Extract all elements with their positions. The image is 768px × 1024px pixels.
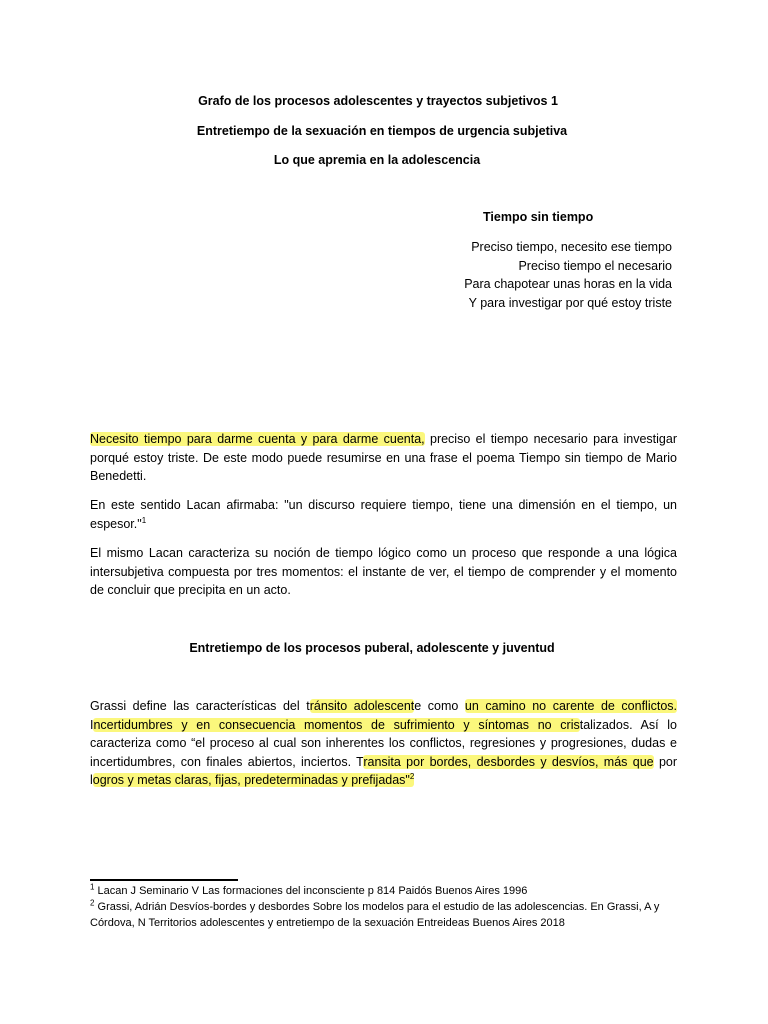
poem-line: Y para investigar por qué estoy triste [468, 295, 672, 310]
highlighted-text: Necesito tiempo para darme cuenta y para darme cuenta, [90, 432, 425, 446]
footnote [90, 883, 680, 899]
highlighted-text [93, 773, 415, 787]
footnote-text: Grassi, Adrián Desvíos-bordes y desbordes Sobre los modelos para el estudio de las adolescencias. En Grassi, A y Córdova, N Territorios adolescentes y entretiempo de la sexuación Entreideas Buenos Aires 2018 [90, 901, 660, 929]
paragraph-text: Grassi define las características del t [90, 699, 310, 713]
highlighted-text: ransita por bordes, desbordes y desvíos, más que [363, 754, 654, 769]
poem-line: Preciso tiempo el necesario [518, 258, 672, 273]
paragraph [90, 544, 677, 600]
paragraph [90, 496, 677, 533]
poem-title: Tiempo sin tiempo [483, 210, 594, 224]
footnote-number: 2 [90, 898, 95, 908]
poem-epigraph [464, 238, 672, 312]
poem-line: Para chapotear unas horas en la vida [464, 277, 672, 292]
highlighted-text: un camino no carente de conflictos. [464, 699, 678, 713]
document-title: Grafo de los procesos adolescentes y trayectos subjetivos 1 [198, 94, 558, 108]
paragraph-text: por l [90, 754, 678, 788]
footnotes [90, 883, 680, 931]
document-subtitle-2: Lo que apremia en la adolescencia [273, 153, 481, 167]
paragraph-text: El mismo Lacan caracteriza su noción de tiempo lógico como un proceso que responde a una lógica intersubjetiva compuesta por tres momentos: el instante de ver, el tiempo de comprender y el momento de concluir que precipita en un acto. [90, 546, 677, 598]
paragraph [90, 697, 677, 790]
footnote-text: Lacan J Seminario V Las formaciones del inconsciente p 814 Paidós Buenos Aires 1996 [94, 885, 528, 897]
poem-line: Preciso tiempo, necesito ese tiempo [471, 240, 672, 254]
paragraph-text: e como [414, 699, 465, 713]
highlighted-text: ránsito adolescent [309, 699, 415, 713]
document-subtitle: Entretiempo de la sexuación en tiempos de urgencia subjetiva [196, 124, 568, 138]
section-title: Entretiempo de los procesos puberal, adolescente y juventud [189, 641, 555, 655]
paragraph-text: preciso el tiempo necesario para investigar porqué estoy triste. De este modo puede resumirse en una frase el poema Tiempo sin tiempo de Mario Benedetti. [90, 432, 677, 484]
paragraph [90, 430, 677, 486]
footnote-number: 1 [90, 882, 95, 892]
footnote [90, 899, 680, 931]
paragraph-text: talizados. Así lo caracteriza como “el proceso al cual son inherentes los conflictos, regresiones y progresiones, dudas e incertidumbres, con finales abiertos, inciertos. T [90, 717, 677, 769]
highlighted-text: ncertidumbres y en consecuencia momentos de sufrimiento y síntomas no cris [93, 717, 580, 732]
highlighted-text-inner: ogros y metas claras, fijas, predeterminadas y prefijadas" [92, 773, 410, 788]
footnote-ref[interactable]: 2 [409, 772, 415, 782]
paragraph-text: En este sentido Lacan afirmaba: "un discurso requiere tiempo, tiene una dimensión en el tiempo, un espesor." [90, 498, 677, 531]
footnote-separator [90, 879, 238, 881]
paragraph-text: I [90, 717, 94, 732]
footnote-ref[interactable]: 1 [141, 515, 147, 525]
